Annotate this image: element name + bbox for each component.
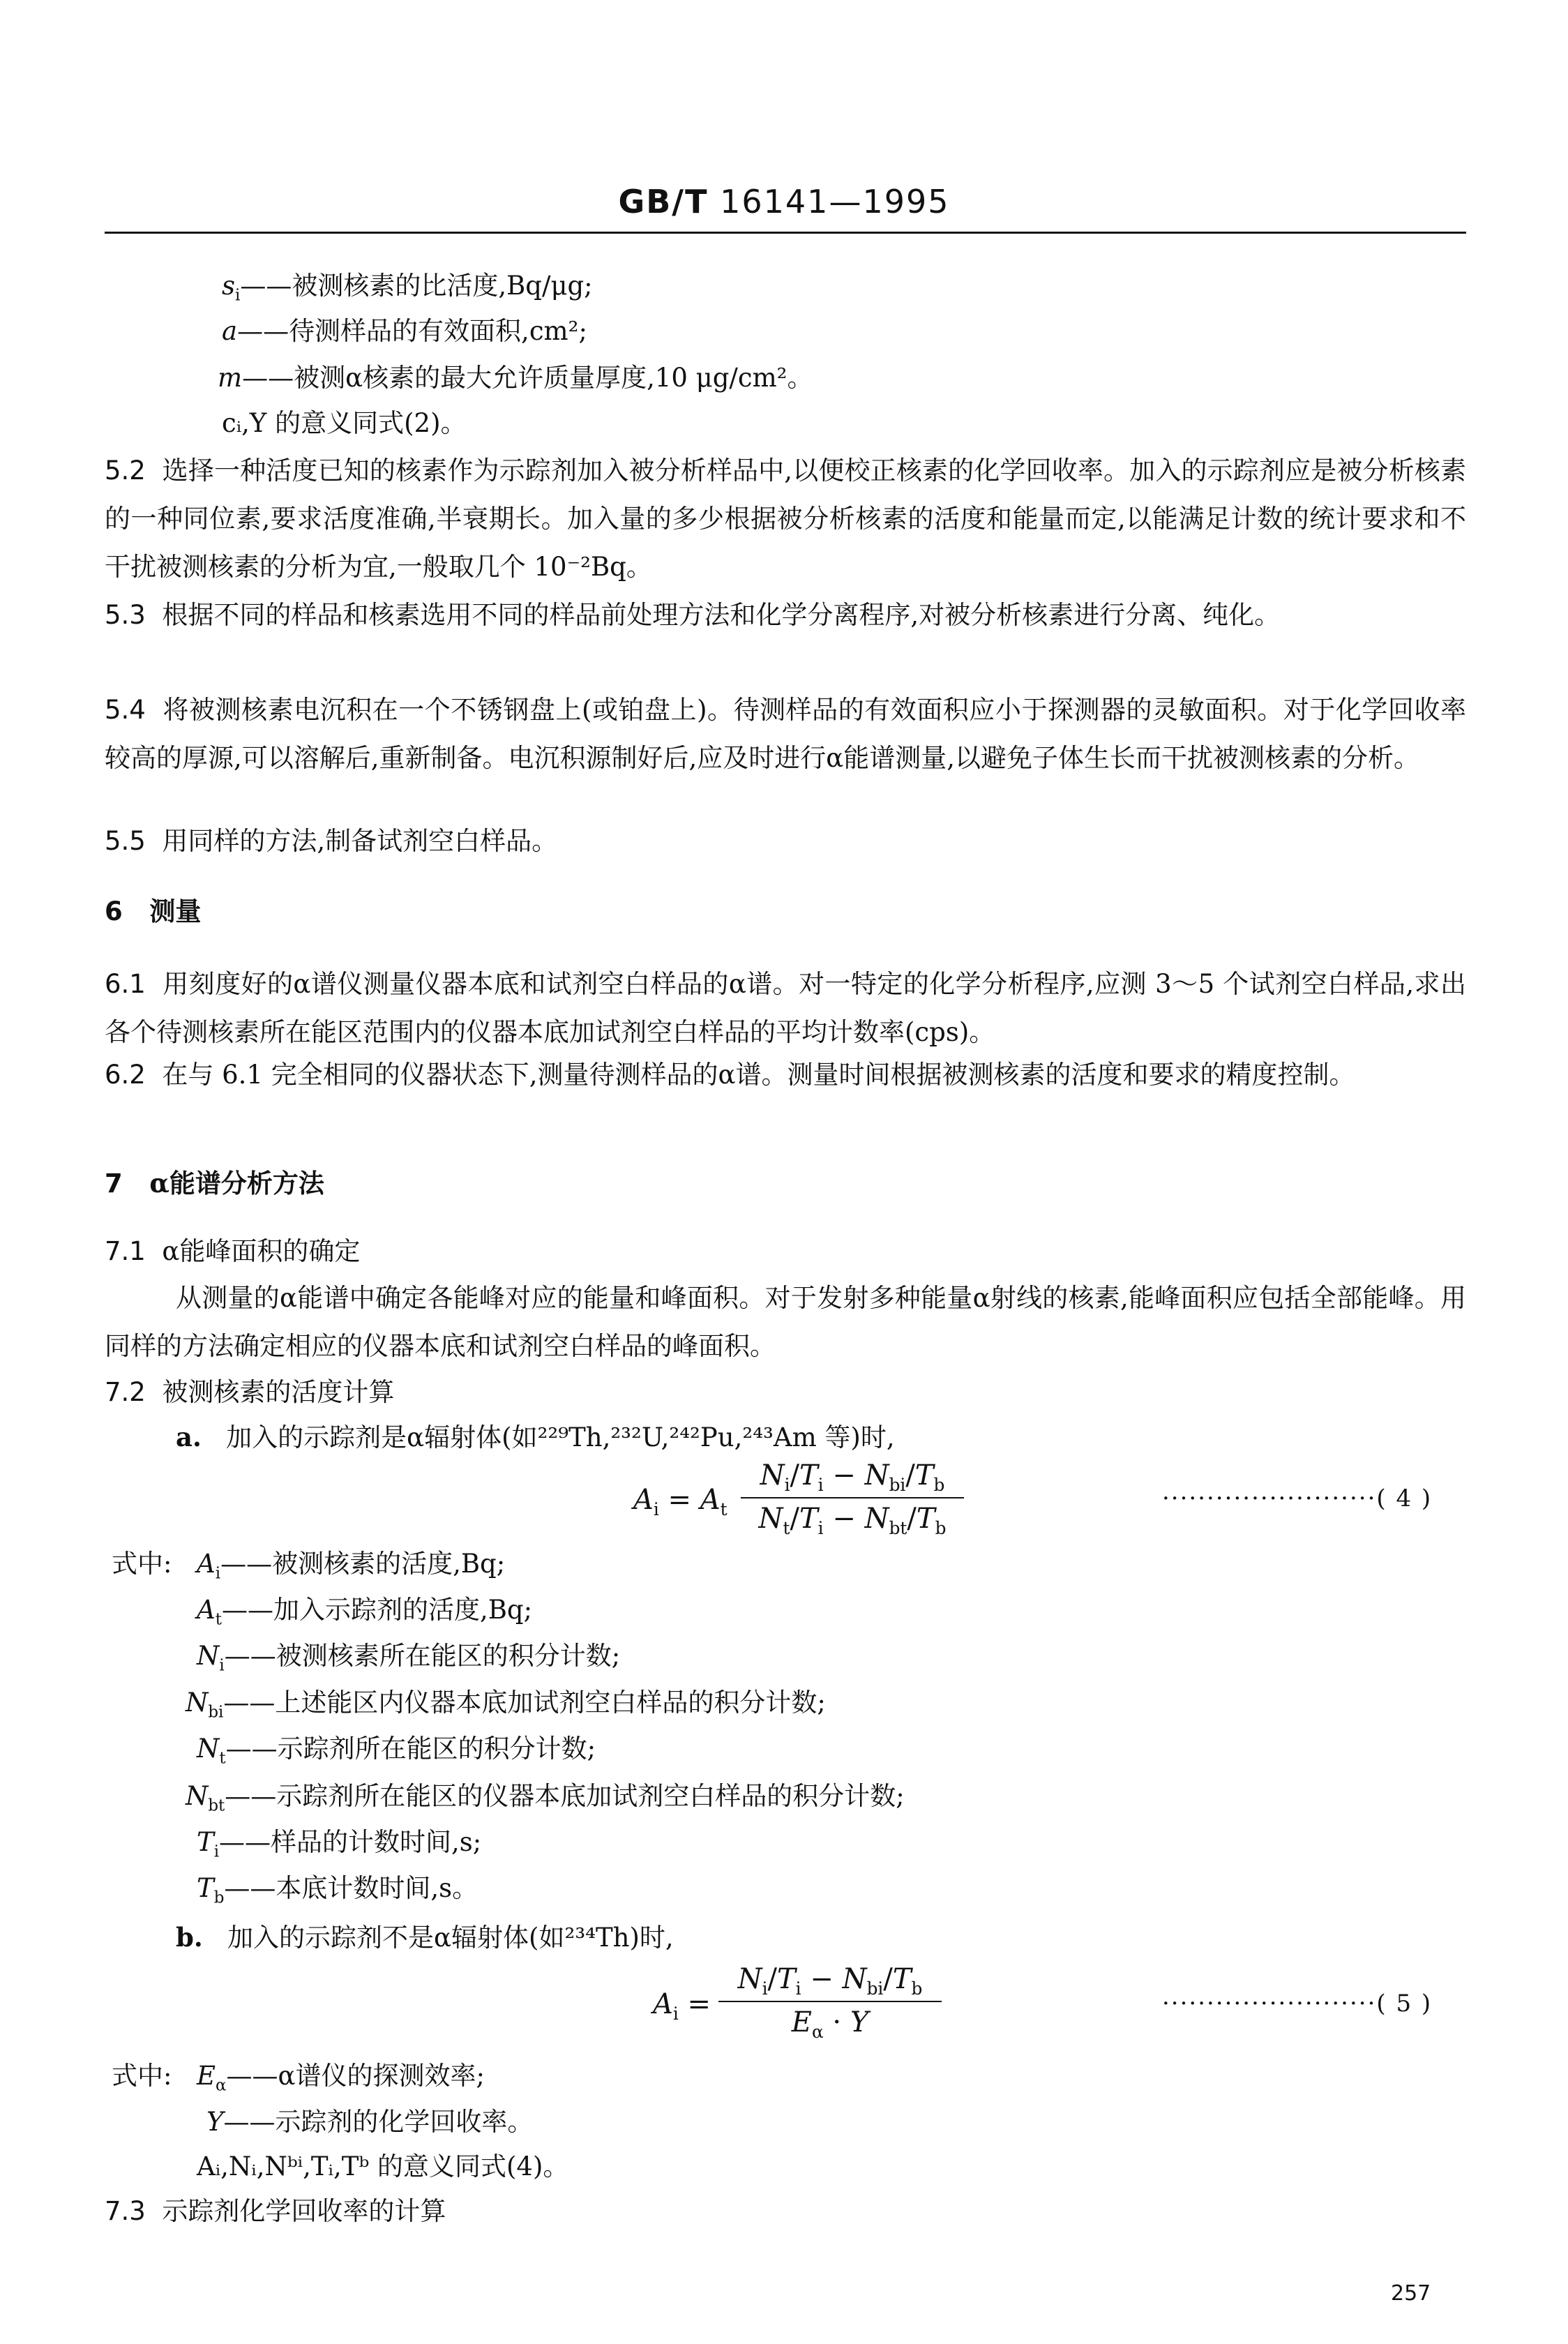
- definition-tb: $T_b——$本底计数时间,s。: [197, 1873, 478, 1907]
- standard-code-header: [0, 183, 1568, 220]
- section-6-heading: 6 测量: [105, 896, 202, 926]
- definition-ni: $N_i——$被测核素所在能区的积分计数;: [197, 1641, 621, 1675]
- equation-5-numerator: $N_i/T_i - N_{bi}/T_b$: [737, 1963, 923, 1999]
- definition-nbi: $N_{bi}——$上述能区内仪器本底加试剂空白样品的积分计数;: [186, 1688, 826, 1722]
- clause-5-5: 5.5 用同样的方法,制备试剂空白样品。: [105, 826, 558, 856]
- clause-7-2: 7.2 被测核素的活度计算: [105, 1377, 395, 1407]
- equation-4-lhs: $A_i = A_t$: [633, 1484, 728, 1519]
- item-b: b. 加入的示踪剂不是α辐射体(如²³⁴Th)时,: [176, 1922, 674, 1953]
- equation-5-lhs: $A_i$ =: [653, 1988, 711, 2024]
- clause-7-3: 7.3 示踪剂化学回收率的计算: [105, 2196, 446, 2226]
- standard-code-number: 16141—1995: [720, 183, 950, 220]
- equation-4-fraction-bar: [741, 1497, 964, 1498]
- where-label: 式中:: [112, 1549, 172, 1579]
- definition-ealpha: $E_\alpha——\alpha$谱仪的探测效率;: [197, 2061, 485, 2095]
- definition-a: a——待测样品的有效面积,cm²;: [222, 316, 587, 346]
- definition-m: m——被测α核素的最大允许质量厚度,10 μg/cm²。: [218, 363, 813, 393]
- equation-5-number: ························( 5 ): [1162, 1990, 1433, 2018]
- definition-nt: $N_t——$示踪剂所在能区的积分计数;: [197, 1734, 596, 1768]
- clause-7-1-body: 从测量的α能谱中确定各能峰对应的能量和峰面积。对于发射多种能量α射线的核素,能峰面积应包括全部能峰。用同样的方法确定相应的仪器本底和试剂空白样品的峰面积。: [105, 1283, 1466, 1361]
- equation-4-fraction: [741, 1459, 964, 1543]
- definition-note-eq5: Aᵢ,Nᵢ,Nᵇⁱ,Tᵢ,Tᵇ 的意义同式(4)。: [197, 2151, 569, 2181]
- equation-4-number: ························( 4 ): [1162, 1485, 1433, 1512]
- clause-6-1: 6.1 用刻度好的α谱仪测量仪器本底和试剂空白样品的α谱。对一特定的化学分析程序,应测 3～5 个试剂空白样品,求出各个待测核素所在能区范围内的仪器本底加试剂空白样品的平均计数率(cps)。: [105, 969, 1466, 1047]
- equation-4-denominator: $N_t/T_i - N_{bt}/T_b$: [758, 1503, 947, 1538]
- equation-5-fraction-bar: [718, 2001, 942, 2002]
- clause-5-2: 5.2 选择一种活度已知的核素作为示踪剂加入被分析样品中,以便校正核素的化学回收率。加入的示踪剂应是被分析核素的一种同位素,要求活度准确,半衰期长。加入量的多少根据被分析核素的活度和能量而定,以能满足计数的统计要求和不干扰被测核素的分析为宜,一般取几个 10⁻²Bq。: [105, 456, 1466, 582]
- clause-5-3: 5.3 根据不同的样品和核素选用不同的样品前处理方法和化学分离程序,对被分析核素进行分离、纯化。: [105, 600, 1281, 630]
- definition-ti: $T_i——$样品的计数时间,s;: [197, 1827, 482, 1861]
- header-rule: [105, 232, 1466, 234]
- definition-note: cᵢ,Y 的意义同式(2)。: [222, 408, 467, 438]
- where-label-2: 式中:: [112, 2061, 172, 2091]
- clause-7-1: 7.1 α能峰面积的确定: [105, 1236, 361, 1266]
- clause-6-2: 6.2 在与 6.1 完全相同的仪器状态下,测量待测样品的α谱。测量时间根据被测核素的活度和要求的精度控制。: [105, 1060, 1355, 1090]
- definition-nbt: $N_{bt}——$示踪剂所在能区的仪器本底加试剂空白样品的积分计数;: [186, 1781, 905, 1815]
- definition-y: Y——示踪剂的化学回收率。: [206, 2107, 534, 2137]
- equation-4-numerator: $N_i/T_i - N_{bi}/T_b$: [760, 1459, 945, 1495]
- definition-ai: $A_i——$被测核素的活度,Bq;: [197, 1549, 506, 1583]
- clause-5-4: 5.4 将被测核素电沉积在一个不锈钢盘上(或铂盘上)。待测样品的有效面积应小于探测器的灵敏面积。对于化学回收率较高的厚源,可以溶解后,重新制备。电沉积源制好后,应及时进行α能谱测量,以避免子体生长而干扰被测核素的分析。: [105, 695, 1466, 773]
- equation-5-denominator: $E_\alpha \cdot Y$: [791, 2006, 869, 2042]
- item-a: a. 加入的示踪剂是α辐射体(如²²⁹Th,²³²U,²⁴²Pu,²⁴³Am 等)时,: [176, 1422, 895, 1452]
- equation-5-fraction: [718, 1963, 942, 2047]
- definition-at: $A_t——$加入示踪剂的活度,Bq;: [197, 1595, 533, 1629]
- page-number: 257: [1391, 2281, 1431, 2306]
- section-7-heading: 7 α能谱分析方法: [105, 1168, 324, 1199]
- definition-si: $s_i——$被测核素的比活度,Bq/μg;: [222, 271, 593, 305]
- standard-code-prefix: GB/T: [618, 183, 709, 220]
